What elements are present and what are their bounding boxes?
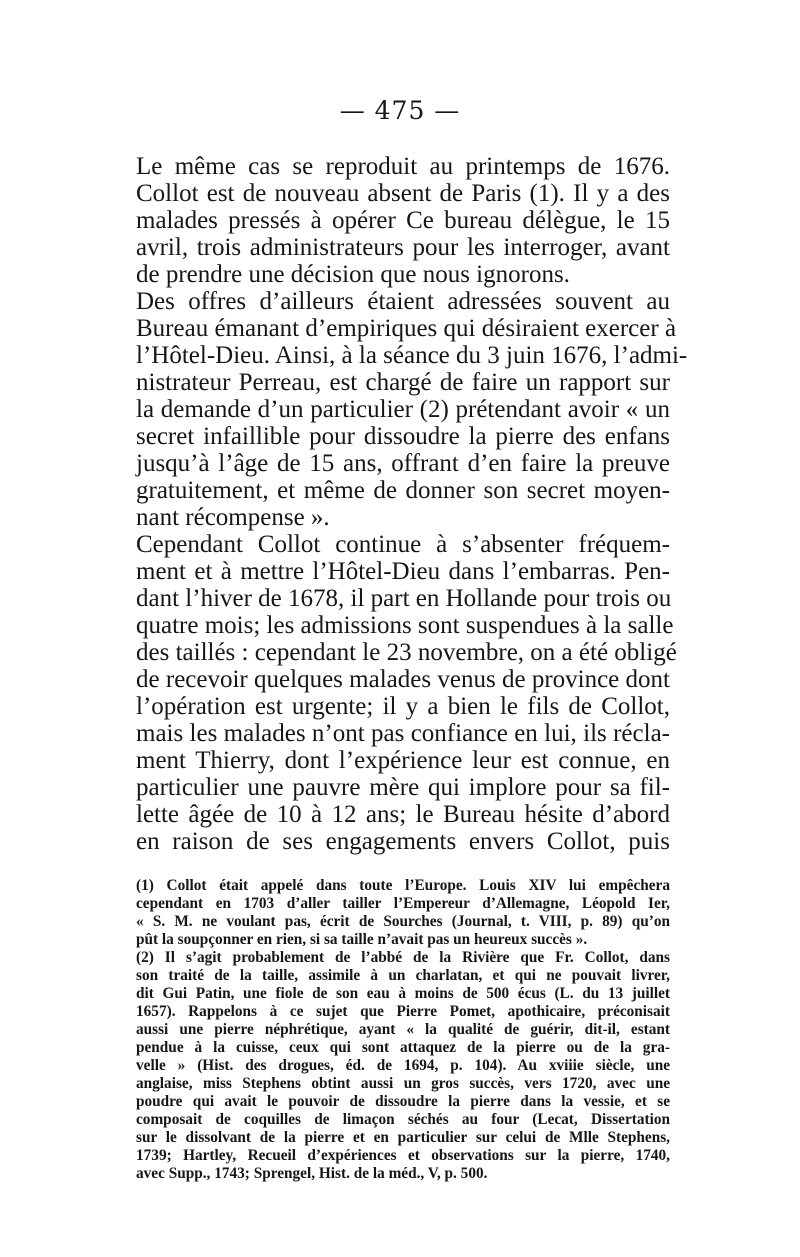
footnote-line: « S. M. ne voulant pas, écrit de Sourches (Journal, t. VIII, p. 89) qu’on bbox=[136, 913, 670, 930]
body-line: Bureau émanant d’empiriques qui désiraient exercer à bbox=[136, 315, 677, 342]
footnote-line: dit Gui Patin, une fiole de son eau à moins de 500 écus (L. du 13 juillet bbox=[136, 985, 670, 1002]
body-line: de recevoir quelques malades venus de province dont bbox=[136, 666, 670, 693]
body-line: l’opération est urgente; il y a bien le fils de Collot, bbox=[136, 693, 670, 720]
footnote-line: aussi une pierre néphrétique, ayant « la qualité de guérir, dit-il, estant bbox=[136, 1021, 670, 1038]
body-line: l’Hôtel-Dieu. Ainsi, à la séance du 3 juin 1676, l’admi- bbox=[136, 342, 688, 369]
body-line: ment et à mettre l’Hôtel-Dieu dans l’embarras. Pen- bbox=[136, 558, 670, 585]
footnote-line: 1657). Rappelons à ce sujet que Pierre Pomet, apothicaire, préconisait bbox=[136, 1003, 670, 1020]
body-line: quatre mois; les admissions sont suspendues à la salle bbox=[136, 612, 674, 639]
body-line: mais les malades n’ont pas confiance en lui, ils récla- bbox=[136, 720, 670, 747]
footnote-line: son traité de la taille, assimile à un charlatan, et qui ne pouvait livrer, bbox=[136, 967, 670, 984]
body-line: ment Thierry, dont l’expérience leur est connue, en bbox=[136, 747, 670, 774]
footnote-line: anglaise, miss Stephens obtint aussi un gros succès, vers 1720, avec une bbox=[136, 1075, 670, 1092]
body-line: particulier une pauvre mère qui implore pour sa fil- bbox=[136, 774, 670, 801]
footnote-line: avec Supp., 1743; Sprengel, Hist. de la méd., V, p. 500. bbox=[136, 1165, 488, 1182]
body-line: en raison de ses engagements envers Collot, puis bbox=[136, 828, 670, 855]
footnote-line: sur le dissolvant de la pierre et en particulier sur celui de Mlle Stephens, bbox=[136, 1129, 670, 1146]
body-line: dant l’hiver de 1678, il part en Hollande pour trois ou bbox=[136, 585, 672, 612]
footnote-line: pût la soupçonner en rien, si sa taille n’avait pas un heureux succès ». bbox=[136, 931, 588, 948]
body-line: jusqu’à l’âge de 15 ans, offrant d’en faire la preuve bbox=[136, 450, 670, 477]
footnote-line: poudre qui avait le pouvoir de dissoudre la pierre dans la vessie, et se bbox=[136, 1093, 670, 1110]
footnote-line: pendue à la cuisse, ceux qui sont attaquez de la pierre ou de la gra- bbox=[136, 1039, 670, 1056]
page-number: — 475 — bbox=[339, 96, 461, 125]
footnote-line: velle » (Hist. des drogues, éd. de 1694, p. 104). Au xviiie siècle, une bbox=[136, 1057, 670, 1074]
body-line: la demande d’un particulier (2) prétendant avoir « un bbox=[136, 396, 670, 423]
body-line: nistrateur Perreau, est chargé de faire un rapport sur bbox=[136, 369, 670, 396]
body-line: Le même cas se reproduit au printemps de 1676. bbox=[136, 153, 670, 180]
body-line: Collot est de nouveau absent de Paris (1). Il y a des bbox=[136, 180, 670, 207]
footnote-line: 1739; Hartley, Recueil d’expériences et observations sur la pierre, 1740, bbox=[136, 1147, 670, 1164]
footnote-line: (2) Il s’agit probablement de l’abbé de la Rivière que Fr. Collot, dans bbox=[136, 949, 670, 966]
footnote-line: composait de coquilles de limaçon séchés au four (Lecat, Dissertation bbox=[136, 1111, 670, 1128]
body-line: avril, trois administrateurs pour les interroger, avant bbox=[136, 234, 670, 261]
body-line: gratuitement, et même de donner son secret moyen- bbox=[136, 477, 670, 504]
body-line: Des offres d’ailleurs étaient adressées souvent au bbox=[136, 288, 670, 315]
footnote-line: cependant en 1703 d’aller tailler l’Empereur d’Allemagne, Léopold Ier, bbox=[136, 895, 670, 912]
body-line: Cependant Collot continue à s’absenter fréquem- bbox=[136, 531, 670, 558]
body-line: malades pressés à opérer Ce bureau délègue, le 15 bbox=[136, 207, 670, 234]
body-line: secret infaillible pour dissoudre la pierre des enfans bbox=[136, 423, 670, 450]
body-line: lette âgée de 10 à 12 ans; le Bureau hésite d’abord bbox=[136, 801, 670, 828]
body-line: des taillés : cependant le 23 novembre, on a été obligé bbox=[136, 639, 677, 666]
footnote-line: (1) Collot était appelé dans toute l’Europe. Louis XIV lui empêchera bbox=[136, 877, 670, 894]
body-line: de prendre une décision que nous ignorons. bbox=[136, 261, 570, 288]
body-line: nant récompense ». bbox=[136, 504, 330, 531]
